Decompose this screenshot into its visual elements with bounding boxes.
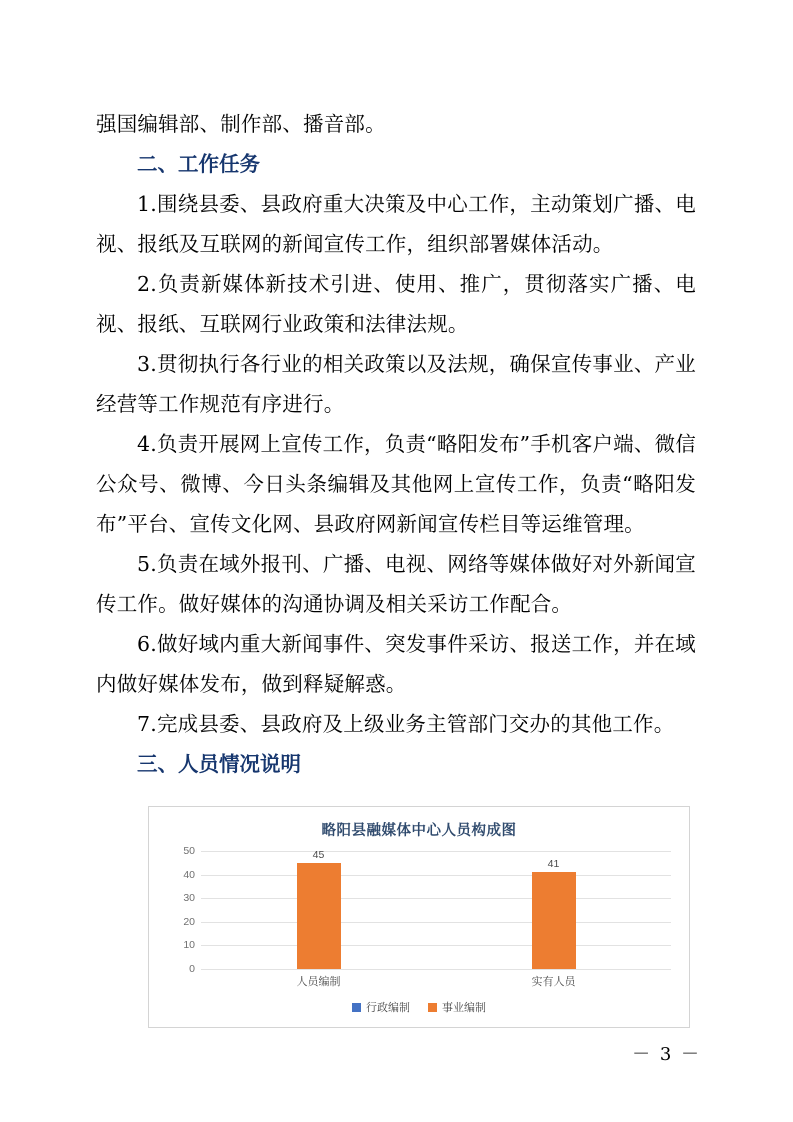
legend-item-institutional	[428, 999, 486, 1015]
paragraph-6: 5.负责在域外报刊、广播、电视、网络等媒体做好对外新闻宣传工作。做好媒体的沟通协调及相关采访工作配合。	[96, 552, 696, 616]
legend-item-administrative	[352, 999, 410, 1015]
document-body	[96, 104, 696, 784]
category-label-1: 实有人员	[531, 975, 576, 988]
bar-staffing-quota	[297, 863, 341, 969]
legend-label-institutional: 事业编制	[442, 1001, 486, 1014]
bar-actual-staff	[532, 872, 576, 969]
staff-composition-chart	[148, 806, 690, 1028]
legend-swatch-institutional	[428, 1003, 437, 1012]
ytick-40: 40	[183, 868, 195, 881]
chart-title: 略阳县融媒体中心人员构成图	[321, 822, 517, 839]
paragraph-8: 7.完成县委、县政府及上级业务主管部门交办的其他工作。	[137, 712, 675, 736]
ytick-50: 50	[183, 845, 195, 857]
paragraph-7: 6.做好域内重大新闻事件、突发事件采访、报送工作，并在域内做好媒体发布，做到释疑解惑。	[96, 632, 696, 696]
bar-slot-1	[436, 851, 671, 969]
chart-legend	[149, 999, 689, 1015]
bar-value-0: 45	[312, 848, 325, 861]
ytick-0: 0	[189, 963, 195, 975]
gridline-0	[189, 963, 671, 975]
ytick-20: 20	[183, 915, 195, 928]
paragraph-5: 4.负责开展网上宣传工作，负责“略阳发布”手机客户端、微信公众号、微博、今日头条编辑及其他网上宣传工作，负责“略阳发布”平台、宣传文化网、县政府网新闻宣传栏目等运维管理。	[96, 432, 696, 536]
chart-category-labels	[201, 973, 671, 989]
paragraph-4: 3.贯彻执行各行业的相关政策以及法规，确保宣传事业、产业经营等工作规范有序进行。	[96, 352, 696, 416]
chart-bars	[201, 848, 671, 969]
paragraph-3: 2.负责新媒体新技术引进、使用、推广，贯彻落实广播、电视、报纸、互联网行业政策和法律法规。	[96, 272, 696, 336]
section-heading-work-tasks: 二、工作任务	[137, 152, 260, 176]
bar-value-1: 41	[547, 858, 560, 871]
section-heading-staff-situation: 三、人员情况说明	[137, 752, 301, 776]
page-number: － 3 －	[632, 1044, 701, 1065]
category-label-0: 人员编制	[296, 975, 341, 988]
legend-swatch-administrative	[352, 1003, 361, 1012]
bar-slot-0	[201, 848, 436, 969]
legend-label-administrative: 行政编制	[366, 1001, 410, 1014]
paragraph-2: 1.围绕县委、县政府重大决策及中心工作，主动策划广播、电视、报纸及互联网的新闻宣传工作，组织部署媒体活动。	[96, 192, 696, 256]
ytick-10: 10	[183, 939, 195, 952]
paragraph-0: 强国编辑部、制作部、播音部。	[96, 112, 386, 136]
ytick-30: 30	[183, 892, 195, 905]
chart-plot-area	[183, 845, 671, 975]
